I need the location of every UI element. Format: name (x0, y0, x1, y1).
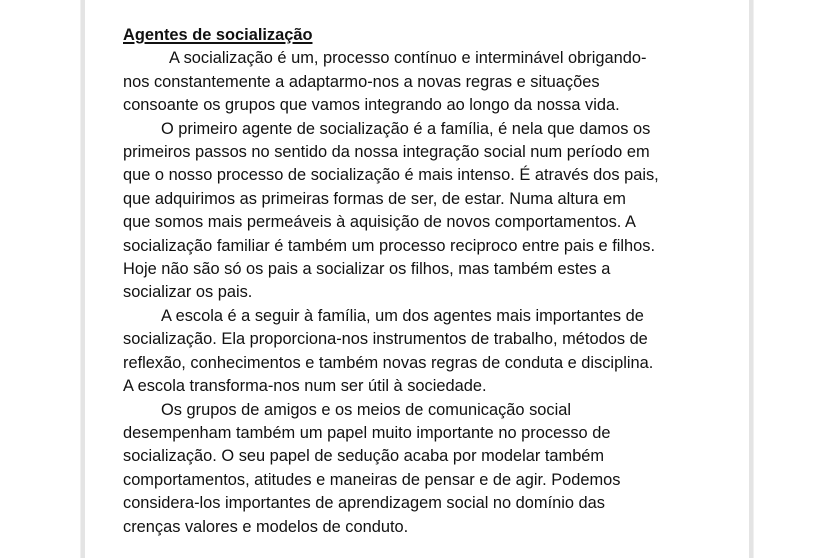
paragraph-school (123, 305, 723, 399)
text-line: que o nosso processo de socialização é mais intenso. É através dos pais, (123, 166, 659, 185)
document-title: Agentes de socialização (123, 26, 313, 44)
text-line: que adquirimos as primeiras formas de ser, de estar. Numa altura em (123, 189, 626, 208)
paragraph-intro (123, 47, 723, 117)
text-line: socializar os pais. (123, 283, 253, 302)
text-line: primeiros passos no sentido da nossa integração social num período em (123, 143, 650, 162)
text-line: A socialização é um, processo contínuo e interminável obrigando- (169, 49, 647, 68)
text-line: A escola é a seguir à família, um dos agentes mais importantes de (161, 306, 644, 325)
text-line: Hoje não são só os pais a socializar os filhos, mas também estes a (123, 260, 611, 279)
text-line: socialização familiar é também um processo reciproco entre pais e filhos. (123, 236, 656, 255)
text-line: socialização. Ela proporciona-nos instrumentos de trabalho, métodos de (123, 330, 648, 349)
text-line: desempenham também um papel muito importante no processo de (123, 423, 611, 442)
text-line: consoante os grupos que vamos integrando ao longo da nossa vida. (123, 96, 620, 115)
text-line: nos constantemente a adaptarmo-nos a novas regras e situações (123, 72, 600, 91)
text-line: socialização. O seu papel de sedução acaba por modelar também (123, 447, 605, 466)
paragraph-friends-media (123, 399, 723, 539)
text-line: crenças valores e modelos de conduto. (123, 517, 409, 536)
text-line: comportamentos, atitudes e maneiras de pensar e de agir. Podemos (123, 470, 621, 489)
text-line: reflexão, conhecimentos e também novas regras de conduta e disciplina. (123, 353, 654, 372)
text-line: A escola transforma-nos num ser útil à sociedade. (123, 377, 487, 396)
text-line: Os grupos de amigos e os meios de comunicação social (161, 400, 571, 419)
text-line: O primeiro agente de socialização é a família, é nela que damos os (161, 119, 651, 138)
text-line: considera-los importantes de aprendizagem social no domínio das (123, 494, 605, 513)
text-line: que somos mais permeáveis à aquisição de novos comportamentos. A (123, 213, 636, 232)
document-body (123, 24, 723, 539)
paragraph-family (123, 118, 723, 305)
